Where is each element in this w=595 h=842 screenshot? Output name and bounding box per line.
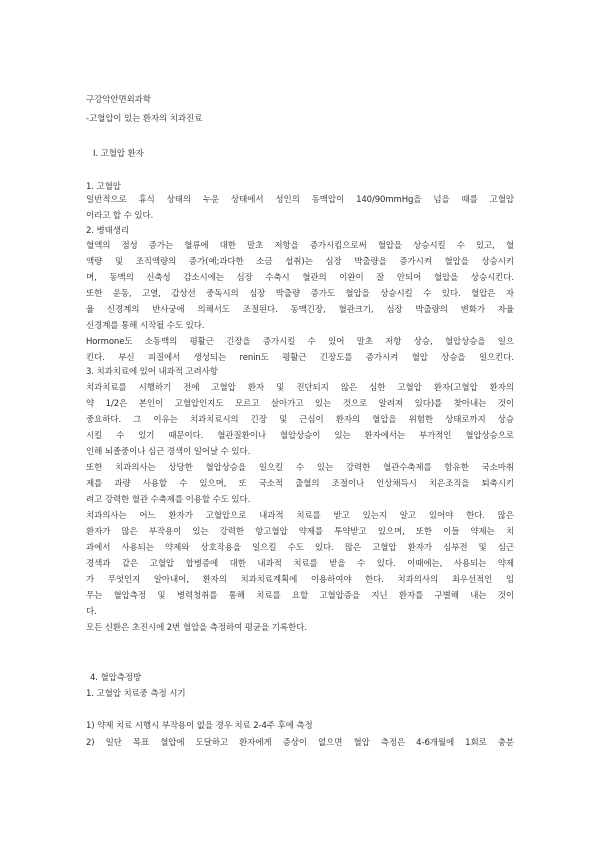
paragraph-line: 가 무엇인지 알아내어, 환자의 치과치료계획에 이용하여야 한다. 치과의사의 최우선적인 임 bbox=[86, 575, 514, 585]
document-subtitle: -고혈압이 있는 환자의 치과진료 bbox=[86, 114, 203, 124]
subsection-title: 1. 고혈압 치료중 측정 시기 bbox=[86, 689, 186, 699]
paragraph-line: 이라고 할 수 있다. bbox=[86, 211, 154, 221]
section-heading: Ⅰ. 고혈압 환자 bbox=[93, 149, 144, 159]
paragraph-line: 모든 신환은 초진시에 2번 혈압을 측정하여 평균을 기록한다. bbox=[86, 623, 307, 633]
paragraph-line: 시킬 수 있기 때문이다. 혈관질환이나 혈압상승이 있는 환자에서는 부가적인 혈압상승으로 bbox=[86, 431, 514, 441]
paragraph-line: 약 1/2은 본인이 고혈압인지도 모르고 살아가고 있는 것으로 알려져 있다)를 찾아내는 것이 bbox=[86, 399, 514, 409]
paragraph-line: 중요하다. 그 이유는 치과치료시의 긴장 및 근심이 환자의 혈압을 위험한 상태로까지 상승 bbox=[86, 415, 514, 425]
paragraph-line: 며, 동맥의 신축성 감소시에는 심장 수축시 혈관의 이완이 잘 안되어 혈압을 상승시킨다. bbox=[86, 273, 514, 283]
paragraph-line: 인해 뇌졸중이나 심근 경색이 일어날 수 있다. bbox=[86, 447, 251, 457]
paragraph-line: 또한 운동, 고열, 갑상선 중독시의 심장 박출량 증가도 혈압을 상승시킬 수 있다. 혈압은 자 bbox=[86, 289, 514, 299]
paragraph-line: 려고 강력한 혈관 수축제를 이용할 수도 있다. bbox=[86, 495, 251, 505]
paragraph-line: 과에서 사용되는 약제와 상호작용을 일으킬 수도 있다. 많은 고혈압 환자가 심부전 및 심근 bbox=[86, 543, 514, 553]
paragraph-line: 다. bbox=[86, 607, 97, 617]
list-item: 1) 약제 치료 시행시 부작용이 없을 경우 치료 2-4주 후에 측정 bbox=[86, 721, 313, 731]
paragraph-line: 경색과 같은 고혈압 합병증에 대한 내과적 치료를 받을 수 있다. 이때에는, 사용되는 약제 bbox=[86, 559, 514, 569]
paragraph-line: 일반적으로 휴식 상태의 누운 상태에서 성인의 동맥압이 140/90mmHg을 넘을 때를 고혈압 bbox=[86, 195, 514, 205]
paragraph-line: 환자가 많은 부작용이 있는 강력한 항고혈압 약제를 투약받고 있으며, 또한 이들 약제는 치 bbox=[86, 527, 514, 537]
course-title: 구강악안면외과학 bbox=[86, 95, 151, 105]
paragraph-line: 율 신경계의 반사궁에 의해서도 조절된다. 동맥긴장, 혈관크기, 심장 박출량의 변화가 자율 bbox=[86, 305, 514, 315]
subsection-title: 3. 치과치료에 있어 내과적 고려사항 bbox=[86, 367, 218, 377]
list-item: 2) 일단 목표 혈압에 도달하고 환자에게 증상이 없으면 혈압 측정은 4-6개월에 1회로 충분 bbox=[86, 738, 514, 748]
paragraph-line: 액량 및 조직액량의 증가(예;과다한 소금 섭취)는 심장 박출량을 증가시켜 혈압을 상승시키 bbox=[86, 257, 514, 267]
section-heading: 4. 혈압측정방 bbox=[90, 673, 142, 683]
paragraph-line: 혈액의 점성 증가는 혈류에 대한 말초 저항을 증가시킴으로써 혈압을 상승시킬 수 있고, 혈 bbox=[86, 241, 514, 251]
paragraph-line: 치과치료를 시행하기 전에 고혈압 환자 및 진단되지 않은 심한 고혈압 환자(고혈압 환자의 bbox=[86, 383, 514, 393]
paragraph-line: Hormone도 소동맥의 평활근 긴장을 증가시킬 수 있어 말초 저항 상승, 혈압상승을 일으 bbox=[86, 337, 514, 347]
paragraph-line: 또한 치과의사는 상당한 혈압상승을 일으킬 수 있는 강력한 혈관수축제를 함유한 국소마취 bbox=[86, 463, 514, 473]
paragraph-line: 신경계를 통해 시작될 수도 있다. bbox=[86, 321, 205, 331]
paragraph-line: 무는 혈압측정 및 병력청취를 통해 치료를 요할 고혈압증을 지닌 환자를 구별해 내는 것이 bbox=[86, 591, 514, 601]
paragraph-line: 킨다. 부신 피질에서 생성되는 renin도 평활근 긴장도를 증가시켜 혈압 상승을 일으킨다. bbox=[86, 353, 514, 363]
paragraph-line: 치과의사는 어느 환자가 고혈압으로 내과적 치료를 받고 있는지 알고 있어야 한다. 많은 bbox=[86, 511, 514, 521]
paragraph-line: 제를 과량 사용할 수 있으며, 또 국소적 출혈의 조절이나 인상채득시 치은조직을 퇴축시키 bbox=[86, 479, 514, 489]
subsection-title: 2. 병태생리 bbox=[86, 226, 129, 236]
subsection-title: 1. 고혈압 bbox=[86, 182, 121, 192]
